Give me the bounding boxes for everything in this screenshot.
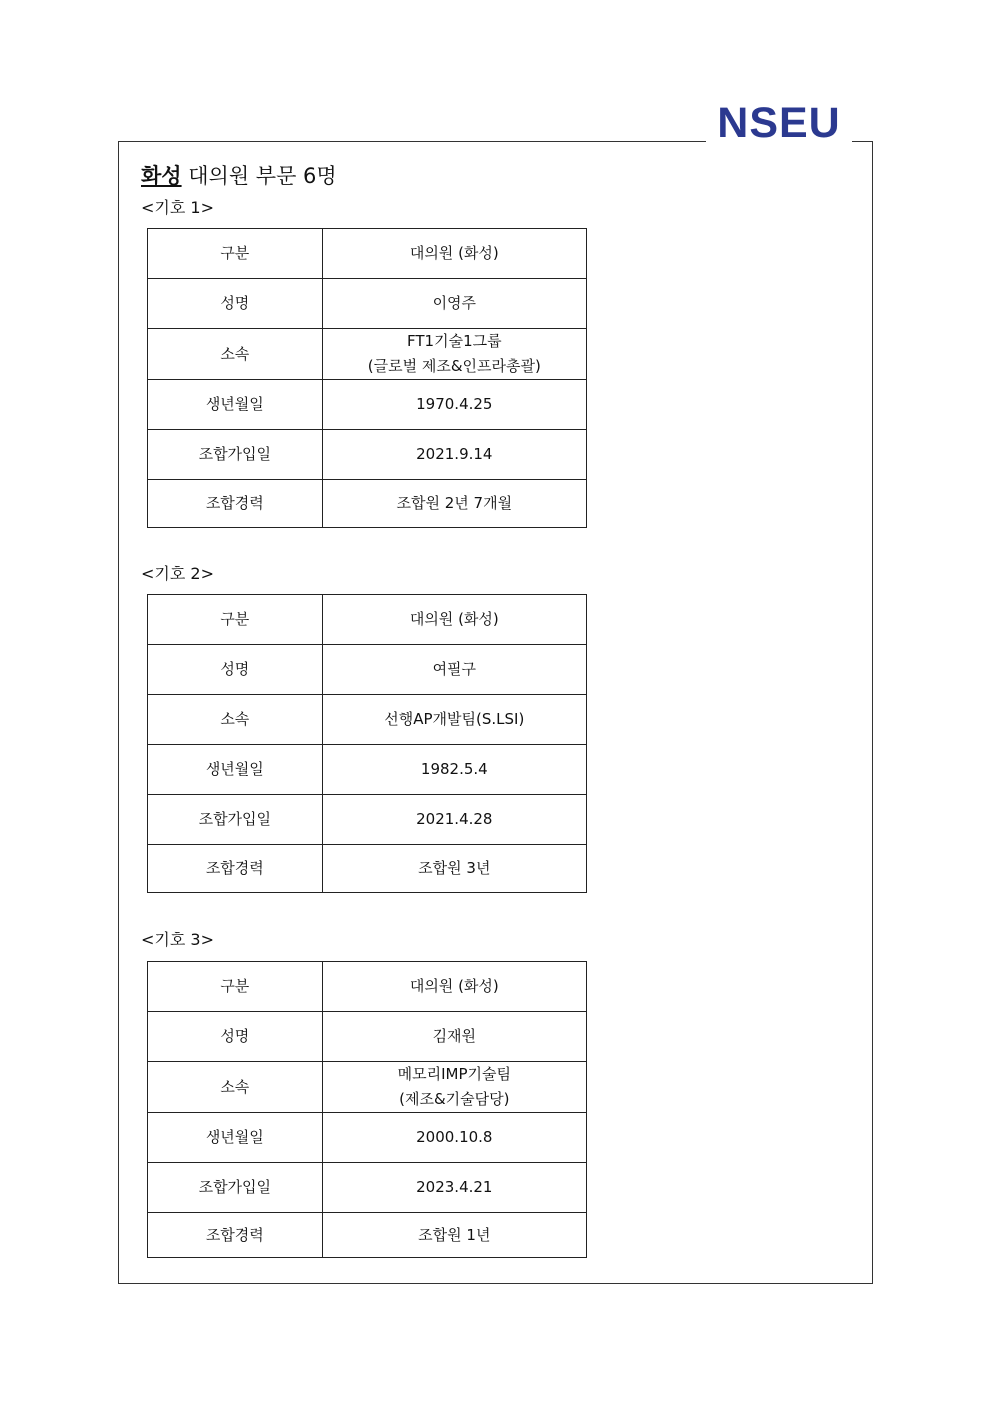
row-value-multiline — [322, 329, 586, 380]
row-key: 소속 — [148, 1062, 323, 1113]
heading-rest: 대의원 부문 6명 — [188, 164, 337, 188]
row-value: 2023.4.21 — [322, 1163, 586, 1213]
table-row — [148, 845, 587, 893]
row-key: 성명 — [148, 279, 323, 329]
row-value: 조합원 3년 — [322, 845, 586, 893]
candidate-symbol-2: <기호 2> — [141, 564, 214, 583]
table-row — [148, 695, 587, 745]
row-value: 선행AP개발팀(S.LSI) — [322, 695, 586, 745]
row-key: 구분 — [148, 595, 323, 645]
row-value: 대의원 (화성) — [322, 229, 586, 279]
row-value: 김재원 — [322, 1012, 586, 1062]
row-value-line2: (제조&기술담당) — [399, 1090, 510, 1108]
table-row — [148, 1062, 587, 1113]
table-row — [148, 1213, 587, 1258]
row-value: 대의원 (화성) — [322, 962, 586, 1012]
row-key: 조합가입일 — [148, 1163, 323, 1213]
row-value: 이영주 — [322, 279, 586, 329]
table-row — [148, 745, 587, 795]
table-row — [148, 1012, 587, 1062]
row-value: 2021.4.28 — [322, 795, 586, 845]
row-value-line1: 메모리IMP기술팀 — [397, 1065, 511, 1083]
row-value-line2: (글로벌 제조&인프라총괄) — [367, 357, 541, 375]
table-row — [148, 595, 587, 645]
row-value: 1970.4.25 — [322, 380, 586, 430]
row-value-line1: FT1기술1그룹 — [407, 332, 502, 350]
candidate-table-2 — [147, 594, 587, 893]
row-key: 조합경력 — [148, 845, 323, 893]
table-row — [148, 380, 587, 430]
row-key: 조합가입일 — [148, 795, 323, 845]
candidate-symbol-1: <기호 1> — [141, 198, 214, 217]
row-key: 생년월일 — [148, 745, 323, 795]
candidate-symbol-3: <기호 3> — [141, 930, 214, 949]
table-row — [148, 229, 587, 279]
row-key: 생년월일 — [148, 380, 323, 430]
row-key: 조합가입일 — [148, 430, 323, 480]
nseu-logo: NSEU — [708, 100, 850, 146]
row-key: 조합경력 — [148, 480, 323, 528]
row-key: 구분 — [148, 229, 323, 279]
table-row — [148, 1163, 587, 1213]
candidate-table-1 — [147, 228, 587, 528]
row-value: 2000.10.8 — [322, 1113, 586, 1163]
row-value: 2021.9.14 — [322, 430, 586, 480]
page-heading — [141, 160, 337, 190]
table-row — [148, 480, 587, 528]
table-row — [148, 279, 587, 329]
row-value: 조합원 2년 7개월 — [322, 480, 586, 528]
row-key: 성명 — [148, 1012, 323, 1062]
table-row — [148, 329, 587, 380]
table-row — [148, 962, 587, 1012]
row-value: 1982.5.4 — [322, 745, 586, 795]
candidate-table-3 — [147, 961, 587, 1258]
row-value: 조합원 1년 — [322, 1213, 586, 1258]
row-value: 여필구 — [322, 645, 586, 695]
row-key: 소속 — [148, 329, 323, 380]
row-value: 대의원 (화성) — [322, 595, 586, 645]
row-key: 소속 — [148, 695, 323, 745]
row-value-multiline — [322, 1062, 586, 1113]
heading-place: 화성 — [141, 164, 182, 188]
table-row — [148, 430, 587, 480]
row-key: 성명 — [148, 645, 323, 695]
row-key: 조합경력 — [148, 1213, 323, 1258]
table-row — [148, 1113, 587, 1163]
table-row — [148, 795, 587, 845]
row-key: 구분 — [148, 962, 323, 1012]
row-key: 생년월일 — [148, 1113, 323, 1163]
table-row — [148, 645, 587, 695]
